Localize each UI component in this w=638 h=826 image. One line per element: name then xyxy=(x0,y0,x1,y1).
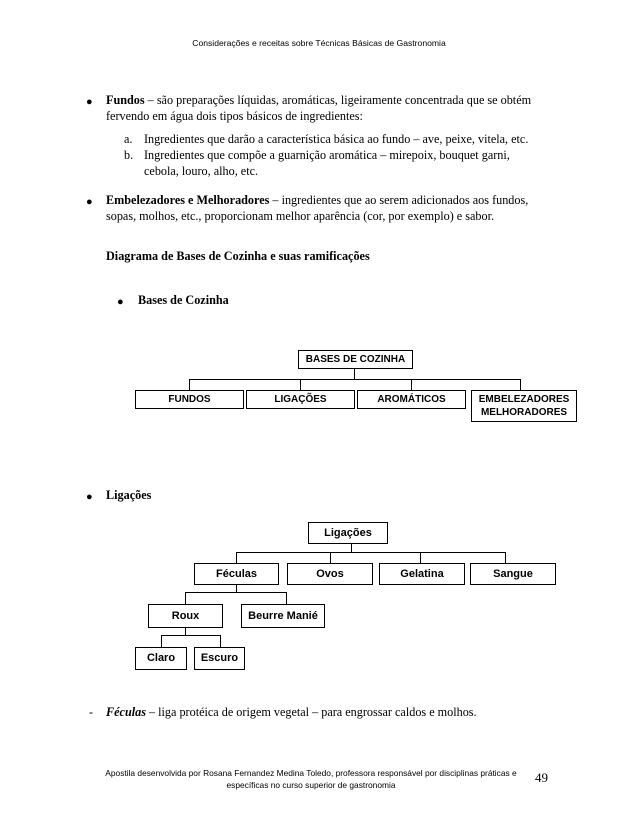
footer-line2: específicas no curso superior de gastronomia xyxy=(226,780,396,790)
feculas-term: Féculas xyxy=(106,705,146,719)
bullet-embelezadores: ● xyxy=(86,196,93,208)
d2-connector-feculas xyxy=(236,552,237,563)
d1-box-aromaticos: AROMÁTICOS xyxy=(357,390,466,409)
bullet-bases: ● xyxy=(117,296,124,308)
d1-root-box: BASES DE COZINHA xyxy=(298,350,413,369)
item-b-label: b. xyxy=(124,148,134,162)
fundos-line1: – são preparações líquidas, aromáticas, ligeiramente concentrada que se obtém xyxy=(144,93,532,107)
fundos-paragraph xyxy=(106,92,550,124)
d1-embelezadores-line1: EMBELEZADORES xyxy=(478,394,570,405)
d4-connector-horizontal xyxy=(161,635,221,636)
fundos-term: Fundos xyxy=(106,93,145,107)
footer xyxy=(96,767,526,791)
fundos-item-b xyxy=(124,147,550,179)
d4-connector-claro xyxy=(161,635,162,647)
feculas-note xyxy=(106,704,550,720)
d2-connector-gelatina xyxy=(420,552,421,563)
embelezadores-line2: sopas, molhos, etc., proporcionam melhor aparência (cor, por exemplo) e sabor. xyxy=(106,209,495,223)
embelezadores-term: Embelezadores e Melhoradores xyxy=(106,193,270,207)
d4-box-escuro: Escuro xyxy=(194,647,245,670)
d3-box-roux: Roux xyxy=(148,604,223,628)
d3-connector-roux xyxy=(185,592,186,604)
d1-box-embelezadores xyxy=(471,390,577,422)
d4-connector-escuro xyxy=(220,635,221,647)
bases-heading: Bases de Cozinha xyxy=(138,293,229,307)
d2-connector-ovos xyxy=(330,552,331,563)
feculas-dash: - xyxy=(89,705,94,719)
d1-connector-root xyxy=(354,368,355,379)
running-header: Considerações e receitas sobre Técnicas Básicas de Gastronomia xyxy=(192,38,446,48)
d2-connector-horizontal xyxy=(236,552,506,553)
d1-connector-horizontal xyxy=(189,379,521,380)
bullet-fundos: ● xyxy=(86,96,93,108)
d3-box-beurre-manie: Beurre Manié xyxy=(241,604,325,628)
feculas-text: – liga protéica de origem vegetal – para engrossar caldos e molhos. xyxy=(145,705,477,719)
item-b-text: Ingredientes que compõe a guarnição aromática – mirepoix, bouquet garni, xyxy=(144,148,510,162)
embelezadores-line1: – ingredientes que ao serem adicionados aos fundos, xyxy=(269,193,529,207)
d1-connector-embelezadores xyxy=(520,379,521,390)
d4-box-claro: Claro xyxy=(135,647,187,670)
d3-connector-beurre xyxy=(286,592,287,604)
fundos-item-a xyxy=(124,131,550,147)
bullet-ligacoes: ● xyxy=(86,491,93,503)
d2-root-box: Ligações xyxy=(308,522,388,544)
fundos-line2: fervendo em água dois tipos básicos de ingredientes: xyxy=(106,109,363,123)
page-number: 49 xyxy=(535,770,548,785)
item-a-label: a. xyxy=(124,132,133,146)
item-b-continuation: cebola, louro, alho, etc. xyxy=(144,164,259,178)
d1-connector-fundos xyxy=(189,379,190,390)
d1-box-fundos: FUNDOS xyxy=(135,390,244,409)
ligacoes-heading: Ligações xyxy=(106,488,152,502)
embelezadores-paragraph xyxy=(106,192,550,224)
d2-connector-sangue xyxy=(505,552,506,563)
d1-box-ligacoes: LIGAÇÕES xyxy=(246,390,355,409)
d3-connector-horizontal xyxy=(185,592,287,593)
d1-embelezadores-line2: MELHORADORES xyxy=(480,407,568,418)
d1-connector-ligacoes xyxy=(300,379,301,390)
d1-connector-aromaticos xyxy=(411,379,412,390)
footer-line1: Apostila desenvolvida por Rosana Fernandez Medina Toledo, professora responsável por disciplinas práticas e xyxy=(105,768,517,778)
d2-box-ovos: Ovos xyxy=(287,563,373,585)
d2-box-sangue: Sangue xyxy=(470,563,556,585)
d2-box-feculas: Féculas xyxy=(194,563,279,585)
d2-box-gelatina: Gelatina xyxy=(379,563,465,585)
diagram-title: Diagrama de Bases de Cozinha e suas ramificações xyxy=(106,249,370,263)
item-a-text: Ingredientes que darão a característica básica ao fundo – ave, peixe, vitela, etc. xyxy=(144,132,529,146)
